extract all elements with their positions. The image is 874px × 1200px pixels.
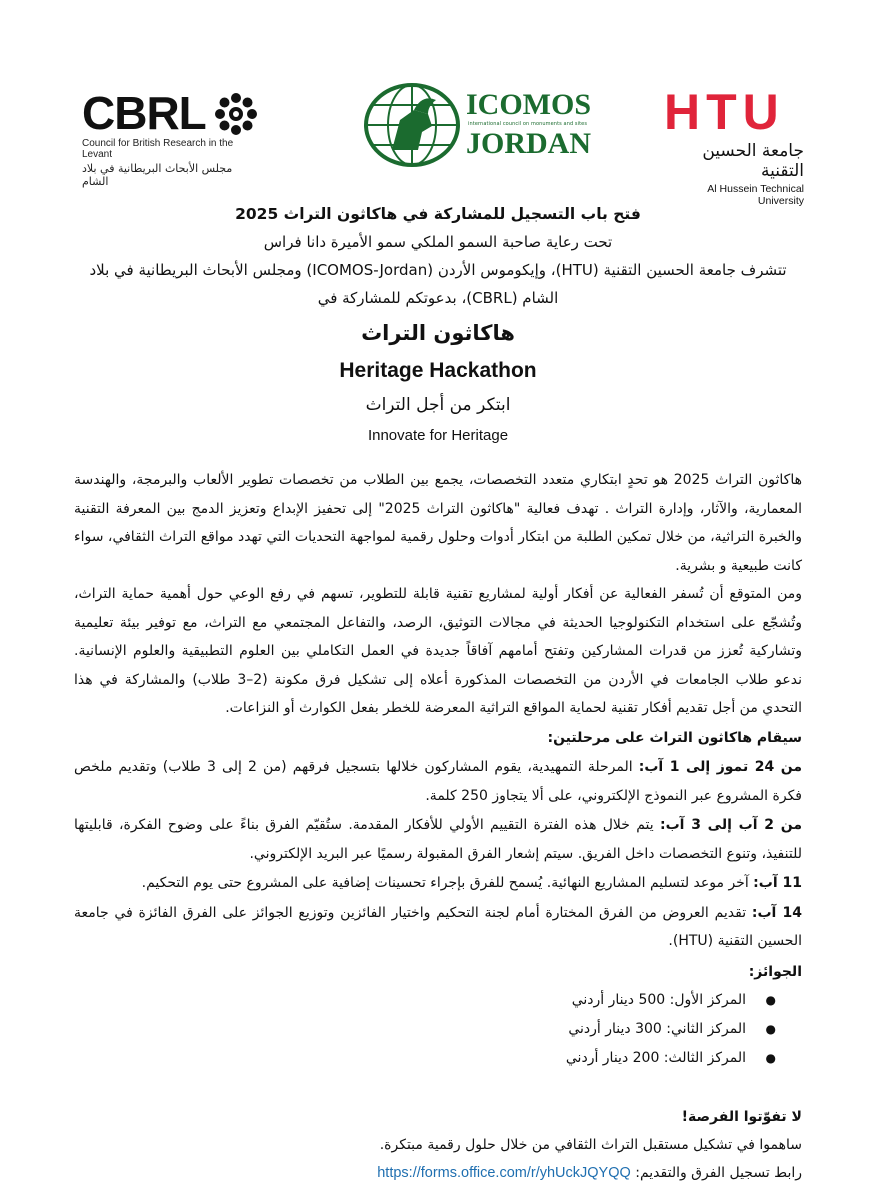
stage-item <box>74 753 802 810</box>
stage-item <box>74 899 802 956</box>
stages-heading: سيقام هاكاثون التراث على مرحلتين: <box>547 729 802 746</box>
description-paragraph: هاكاثون التراث 2025 هو تحدٍ ابتكاري متعدد التخصصات، يجمع بين الطلاب من تخصصات تطوير الألعاب والبرمجة، والهندسة المعمارية، والآثار، وإدارة التراث . تهدف فعالية "هاكاثون التراث 2025" إلى تحفيز الإبداع وتعزيز الدمج بين المعرفة التقنية والخبرة التراثية، من خلال تمكين الطلبة من ابتكار أدوات وحلول رقمية لمواجهة التحديات التي تهدد مواقع التراث الثقافي، سواء كانت طبيعية و بشرية. <box>74 472 802 574</box>
icomos-wordmark: ICOMOS <box>466 88 592 121</box>
stage-date: 11 آب: <box>753 875 802 891</box>
htu-english-name: Al Hussein Technical University <box>707 183 804 207</box>
cbrl-star-icon <box>214 92 258 136</box>
prize-item <box>74 1015 776 1044</box>
registration-label: رابط تسجيل الفرق والتقديم: <box>635 1164 802 1181</box>
registration-line <box>74 1159 802 1187</box>
intro-text: تتشرف جامعة الحسين التقنية (HTU)، وإيكوموس الأردن (ICOMOS-Jordan) ومجلس الأبحاث البريطانية في بلاد الشام (CBRL)، بدعوتكم للمشاركة في <box>89 261 787 307</box>
bullet-icon: ● <box>765 1021 776 1036</box>
prize-item <box>74 986 776 1015</box>
htu-logo <box>664 85 804 207</box>
prize-text: المركز الأول: 500 دينار أردني <box>571 991 746 1008</box>
bullet-icon: ● <box>765 992 776 1007</box>
announcement <box>74 200 802 1187</box>
stage-date: من 24 تموز إلى 1 آب: <box>638 759 803 775</box>
cbrl-subtitle: Council for British Research in the Levant <box>82 138 234 160</box>
icomos-jordan-logo <box>362 80 592 170</box>
htu-wordmark: HTU <box>664 84 785 140</box>
prize-text: المركز الثاني: 300 دينار أردني <box>568 1020 746 1037</box>
bullet-icon: ● <box>765 1050 776 1065</box>
tagline-english: Innovate for Heritage <box>367 427 509 444</box>
event-name-arabic: هاكاثون التراث <box>361 321 515 345</box>
cbrl-arabic-name: مجلس الأبحاث البريطانية في بلاد الشام <box>82 162 233 188</box>
icomos-globe-icon <box>362 80 462 170</box>
registration-link[interactable]: https://forms.office.com/r/yhUckJQYQQ <box>377 1164 631 1181</box>
cbrl-wordmark: CBRL <box>82 87 206 139</box>
tagline-arabic: ابتكر من أجل التراث <box>365 395 511 415</box>
logo-bar <box>0 80 874 207</box>
cta-heading: لا تفوّتوا الفرصة! <box>681 1108 802 1125</box>
page-title: فتح باب التسجيل للمشاركة في هاكاثون التراث 2025 <box>235 205 641 223</box>
prize-text: المركز الثالث: 200 دينار أردني <box>565 1049 746 1066</box>
stage-text: تقديم العروض من الفرق المختارة أمام لجنة التحكيم واختيار الفائزين وتوزيع الجوائز على الفرق الفائزة في جامعة الحسين التقنية (HTU). <box>74 904 802 949</box>
prize-item <box>74 1044 776 1073</box>
cta-text: ساهموا في تشكيل مستقبل التراث الثقافي من خلال حلول رقمية مبتكرة. <box>379 1136 802 1153</box>
cbrl-logo <box>82 87 262 188</box>
icomos-tagline: international council on monuments and sites <box>468 121 588 127</box>
icomos-text <box>466 90 591 159</box>
outcomes-paragraph: ومن المتوقع أن تُسفر الفعالية عن أفكار أولية لمشاريع تقنية قابلة للتطوير، تسهم في رفع الوعي حول أهمية حماية التراث، وتُشجّع على استخدام التكنولوجيا الحديثة في مجالات التوثيق، الرصد، والتفاعل المجتمعي مع التراث، مع توفير بيئة تعليمية وتشاركية تُعزز من قدرات المشاركين وتفتح أمامهم آفاقاً جديدة في العمل التكاملي بين العلوم التطبيقية والعلوم الإنسانية. ندعو طلاب الجامعات في الأردن من التخصصات المذكورة أعلاه إلى تشكيل فرق مكونة (2–3 طلاب) والمشاركة في هذا التحدي من أجل تقديم أفكار تقنية لحماية المواقع التراثية المعرضة للخطر بفعل الكوارث أو النزاعات. <box>74 586 802 716</box>
prizes-heading: الجوائز: <box>748 963 802 980</box>
stage-text: آخر موعد لتسليم المشاريع النهائية. يُسمح للفرق بإجراء تحسينات إضافية على المشروع حتى يوم التحكيم. <box>141 875 754 891</box>
event-name-english: Heritage Hackathon <box>339 359 537 382</box>
stage-date: 14 آب: <box>751 904 802 921</box>
htu-arabic-name: جامعة الحسين التقنية <box>702 141 804 181</box>
stage-date: من 2 آب إلى 3 آب: <box>660 817 802 833</box>
icomos-jordan-wordmark: JORDAN <box>466 127 591 160</box>
patronage-line: تحت رعاية صاحبة السمو الملكي سمو الأميرة دانا فراس <box>263 233 613 251</box>
stage-text: المرحلة التمهيدية، يقوم المشاركون خلالها بتسجيل فرقهم (من 2 إلى 3 طلاب) وتقديم ملخص فكرة المشروع عبر النموذج الإلكتروني، على ألا يتجاوز 250 كلمة. <box>74 759 802 804</box>
prizes-list <box>74 986 802 1073</box>
stage-item <box>74 869 802 898</box>
stage-text: يتم خلال هذه الفترة التقييم الأولي للأفكار المقدمة. ستُقيّم الفرق بناءً على وضوح الفكرة، قابليتها للتنفيذ، وتنوع التخصصات داخل الفريق. سيتم إشعار الفرق المقبولة رسميًا عبر البريد الإلكتروني. <box>74 817 802 862</box>
stage-item <box>74 811 802 868</box>
